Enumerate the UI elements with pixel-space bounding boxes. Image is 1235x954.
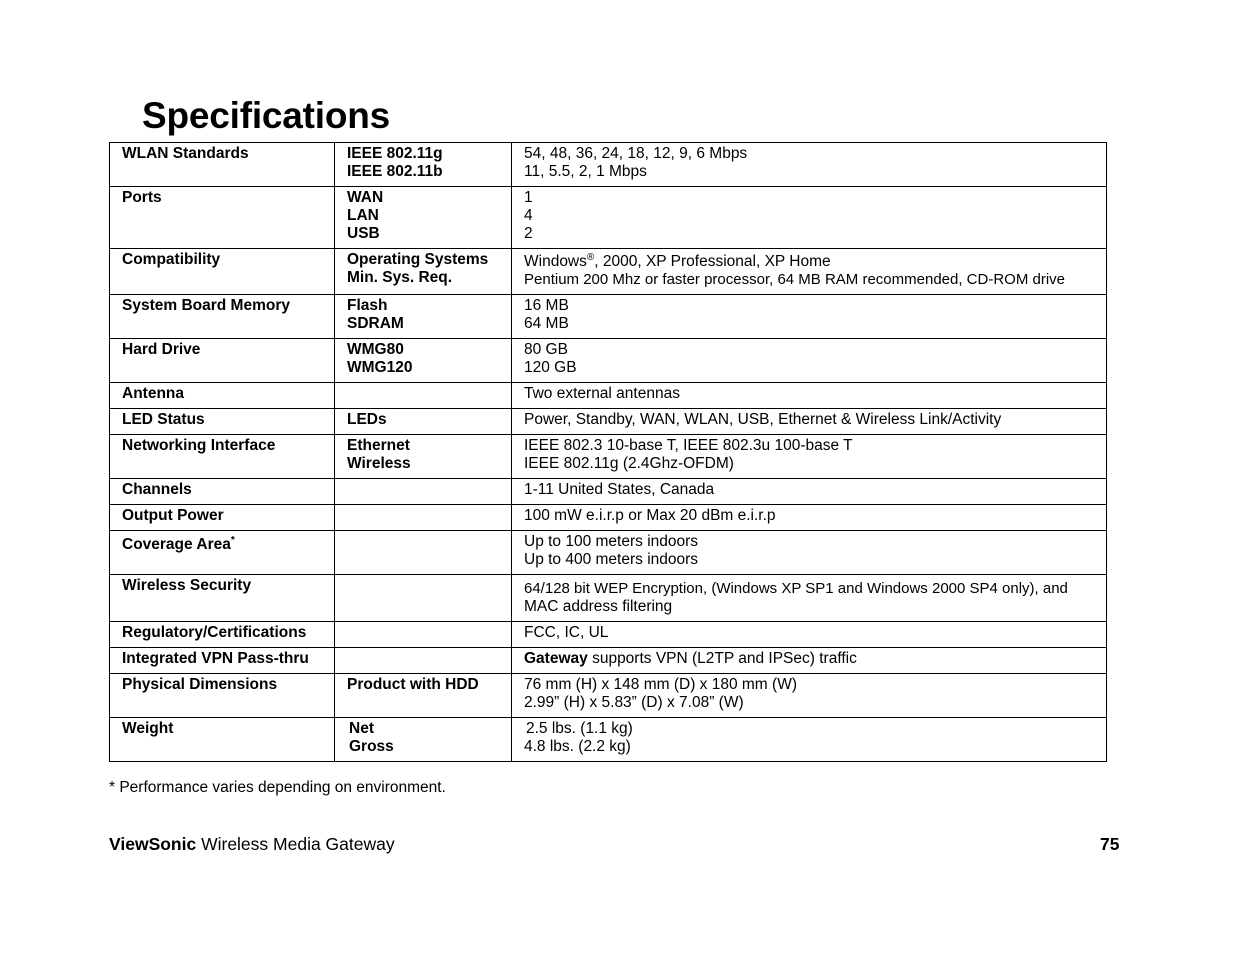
spec-sub <box>335 622 512 648</box>
spec-sub-line: WMG80 <box>347 341 404 358</box>
spec-sub-line: WAN <box>347 189 384 206</box>
spec-sub-line: Min. Sys. Req. <box>347 269 453 286</box>
spec-sub-line: IEEE 802.11b <box>347 163 443 180</box>
spec-sub-line: Ethernet <box>347 437 410 454</box>
spec-value-line: 120 GB <box>524 359 577 376</box>
spec-value-line: Up to 400 meters indoors <box>524 551 699 568</box>
spec-value-line: 1 <box>524 189 533 206</box>
spec-sub <box>335 505 512 531</box>
spec-value-line: 1-11 United States, Canada <box>524 481 715 498</box>
spec-sub-line: Operating Systems <box>347 251 489 268</box>
spec-sub <box>335 674 512 718</box>
spec-label: WLAN Standards <box>110 143 335 187</box>
spec-value <box>512 339 1107 383</box>
table-row <box>110 249 1107 295</box>
spec-sub-line: Gross <box>349 738 394 755</box>
spec-value-line <box>524 253 1094 271</box>
spec-value <box>512 187 1107 249</box>
vpn-text: supports VPN (L2TP and IPSec) traffic <box>587 650 857 667</box>
specifications-table <box>109 142 1107 762</box>
table-row <box>110 575 1107 622</box>
spec-sub <box>335 143 512 187</box>
footnote-mark: * <box>230 534 235 546</box>
spec-value <box>512 249 1107 295</box>
spec-label: Hard Drive <box>110 339 335 383</box>
spec-value <box>512 622 1107 648</box>
spec-value <box>512 409 1107 435</box>
spec-value <box>512 143 1107 187</box>
spec-value-line: MAC address filtering <box>524 598 673 615</box>
table-row <box>110 339 1107 383</box>
spec-label: Ports <box>110 187 335 249</box>
spec-value-line: 16 MB <box>524 297 569 314</box>
spec-sub-line: Wireless <box>347 455 411 472</box>
spec-sub-line: USB <box>347 225 380 242</box>
spec-label: LED Status <box>110 409 335 435</box>
spec-label: System Board Memory <box>110 295 335 339</box>
os-list-text: , 2000, XP Professional, XP Home <box>594 253 831 270</box>
spec-sub <box>335 187 512 249</box>
spec-value-line: 2.99” (H) x 5.83” (D) x 7.08” (W) <box>524 694 744 711</box>
spec-value-line: IEEE 802.3 10-base T, IEEE 802.3u 100-base T <box>524 437 853 454</box>
spec-value <box>512 531 1107 575</box>
spec-label: Compatibility <box>110 249 335 295</box>
spec-value-line: 2 <box>524 225 533 242</box>
spec-sub <box>335 531 512 575</box>
table-row <box>110 383 1107 409</box>
spec-value-line: Power, Standby, WAN, WLAN, USB, Ethernet & Wireless Link/Activity <box>524 411 1002 428</box>
spec-sub-line: WMG120 <box>347 359 413 376</box>
spec-value <box>512 575 1107 622</box>
spec-label: Networking Interface <box>110 435 335 479</box>
spec-value-line <box>524 650 1094 668</box>
spec-value <box>512 435 1107 479</box>
spec-sub <box>335 575 512 622</box>
spec-value-line: 2.5 lbs. (1.1 kg) <box>526 720 633 737</box>
table-row <box>110 143 1107 187</box>
page-title: Specifications <box>142 95 391 136</box>
spec-value <box>512 648 1107 674</box>
spec-value-line: 11, 5.5, 2, 1 Mbps <box>524 163 647 180</box>
table-row <box>110 295 1107 339</box>
table-row <box>110 505 1107 531</box>
spec-value-line: IEEE 802.11g (2.4Ghz-OFDM) <box>524 455 734 472</box>
spec-value-line: Pentium 200 Mhz or faster processor, 64 MB RAM recommended, CD-ROM drive <box>524 271 1066 288</box>
spec-value-line: Up to 100 meters indoors <box>524 533 699 550</box>
spec-value-line: FCC, IC, UL <box>524 624 609 641</box>
spec-label: Channels <box>110 479 335 505</box>
spec-sub-line: Product with HDD <box>347 676 479 693</box>
table-row <box>110 409 1107 435</box>
windows-text: Windows <box>524 253 587 270</box>
spec-value-line: Two external antennas <box>524 385 680 402</box>
spec-value-line: 80 GB <box>524 341 568 358</box>
spec-value-line: 64 MB <box>524 315 569 332</box>
spec-label: Output Power <box>110 505 335 531</box>
spec-sub-line: IEEE 802.11g <box>347 145 443 162</box>
table-row <box>110 479 1107 505</box>
spec-value <box>512 479 1107 505</box>
spec-sub <box>335 718 512 762</box>
spec-value-line: 4.8 lbs. (2.2 kg) <box>524 738 631 755</box>
spec-sub <box>335 383 512 409</box>
spec-value-line: 100 mW e.i.r.p or Max 20 dBm e.i.r.p <box>524 507 776 524</box>
spec-sub <box>335 249 512 295</box>
spec-value <box>512 718 1107 762</box>
spec-value-line: 64/128 bit WEP Encryption, (Windows XP SP1 and Windows 2000 SP4 only), and <box>524 580 1068 597</box>
footnote: * Performance varies depending on environment. <box>109 779 446 796</box>
spec-value <box>512 295 1107 339</box>
table-row <box>110 674 1107 718</box>
table-row <box>110 718 1107 762</box>
spec-value-line: 76 mm (H) x 148 mm (D) x 180 mm (W) <box>524 676 797 693</box>
spec-sub-line: SDRAM <box>347 315 404 332</box>
spec-sub <box>335 295 512 339</box>
spec-label: Integrated VPN Pass-thru <box>110 648 335 674</box>
table-row <box>110 531 1107 575</box>
brand-name: ViewSonic <box>109 834 197 854</box>
spec-sub <box>335 409 512 435</box>
spec-label: Weight <box>110 718 335 762</box>
spec-value-line: 4 <box>524 207 533 224</box>
spec-label-text: Coverage Area <box>122 536 231 553</box>
product-name: Wireless Media Gateway <box>196 834 395 854</box>
gateway-bold-text: Gateway <box>524 650 588 667</box>
spec-value <box>512 383 1107 409</box>
spec-label: Physical Dimensions <box>110 674 335 718</box>
spec-value-line: 54, 48, 36, 24, 18, 12, 9, 6 Mbps <box>524 145 748 162</box>
spec-label: Wireless Security <box>110 575 335 622</box>
table-row <box>110 648 1107 674</box>
table-row <box>110 622 1107 648</box>
registered-mark: ® <box>586 251 595 263</box>
spec-value <box>512 505 1107 531</box>
spec-sub <box>335 648 512 674</box>
spec-sub <box>335 435 512 479</box>
spec-sub <box>335 339 512 383</box>
spec-sub-line: LEDs <box>347 411 387 428</box>
spec-sub-line: Net <box>349 720 374 737</box>
table-row <box>110 435 1107 479</box>
spec-label: Antenna <box>110 383 335 409</box>
spec-sub-line: LAN <box>347 207 379 224</box>
page-number: 75 <box>1100 834 1120 854</box>
spec-label <box>110 531 335 575</box>
spec-label: Regulatory/Certifications <box>110 622 335 648</box>
spec-value <box>512 674 1107 718</box>
spec-sub-line: Flash <box>347 297 388 314</box>
spec-sub <box>335 479 512 505</box>
footer-product <box>109 834 395 855</box>
table-row <box>110 187 1107 249</box>
